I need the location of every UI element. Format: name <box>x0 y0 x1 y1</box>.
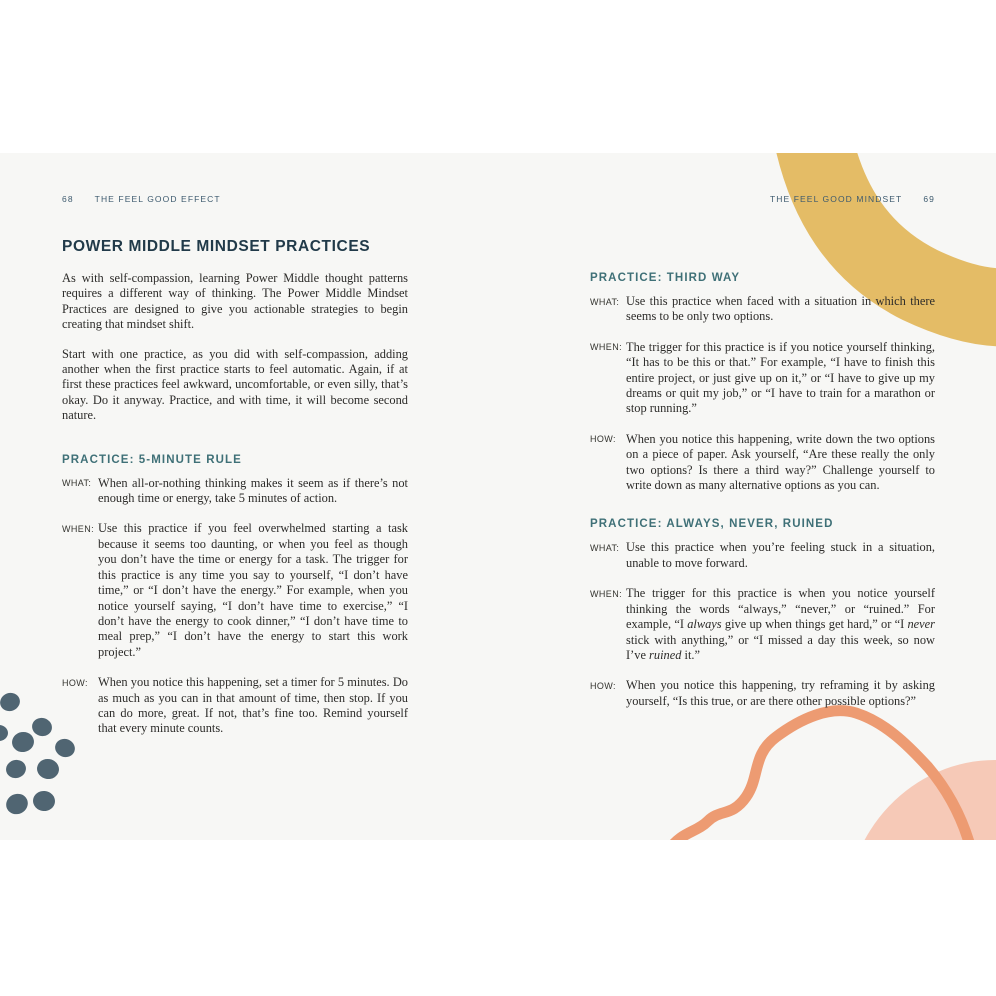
ink-dot <box>53 736 78 760</box>
running-title-left: THE FEEL GOOD EFFECT <box>94 194 221 204</box>
how-label: HOW: <box>62 677 88 688</box>
what-item <box>590 540 935 571</box>
page-number-left: 68 <box>62 194 74 204</box>
ink-dot <box>10 730 35 754</box>
when-label: WHEN: <box>590 342 622 353</box>
what-label: WHAT: <box>590 296 620 307</box>
what-text: Use this practice when faced with a situation in which there seems to be only two options. <box>626 294 935 324</box>
ink-dot <box>35 757 60 781</box>
what-text: Use this practice when you’re feeling stuck in a situation, unable to move forward. <box>626 540 935 570</box>
how-label: HOW: <box>590 680 616 691</box>
when-text: The trigger for this practice is when you notice yourself thinking the words “always,” “never,” or “ruined.” For example, “I always give up when things get hard,” or “I never stick with anything,” or “I missed a day this week, so now I’ve ruined it.” <box>626 586 935 662</box>
ink-dot <box>4 758 28 781</box>
when-label: WHEN: <box>590 588 622 599</box>
running-header-left <box>62 194 408 204</box>
when-text: Use this practice if you feel overwhelmed starting a task because it seems too daunting, or when you feel as though you don’t have the time or energy for a task. The trigger for this practice is any time you say to yourself, “I don’t have time,” or “I don’t have the energy.” For example, when you notice yourself saying, “I don’t have time to exercise,” “I don’t have the energy to cook dinner,” “I don’t have time to meal prep,” “I don’t have the energy to start this work project.” <box>98 521 408 659</box>
ink-dot <box>30 716 54 739</box>
how-item <box>62 675 408 737</box>
practice-heading-5-minute-rule: PRACTICE: 5-MINUTE RULE <box>62 453 242 466</box>
what-text: When all-or-nothing thinking makes it seem as if there’s not enough time or energy, take 5 minutes of action. <box>98 475 408 506</box>
ink-dot <box>32 790 56 812</box>
ink-dot <box>3 790 31 817</box>
what-label: WHAT: <box>590 542 620 553</box>
how-label: HOW: <box>590 434 616 445</box>
book-spread <box>0 153 996 840</box>
when-text: The trigger for this practice is if you notice yourself thinking, “It has to be this or that.” For example, “I have to finish this entire project, or just give up on it,” or “I have to give up my dreams or quit my job,” or “I have to train for a marathon or stop running.” <box>626 339 935 416</box>
page-right <box>590 153 935 709</box>
intro-paragraph-2: Start with one practice, as you did with self-compassion, adding another when the first practice starts to feel automatic. Again, if at first these practices feel awkward, uncomfortable, or even silly, that’s okay. Do it anyway. Practice, and with time, it will become second nature. <box>62 346 408 423</box>
when-item <box>590 340 935 417</box>
when-item <box>62 521 408 660</box>
what-item <box>62 476 408 507</box>
practice-heading-always-never-ruined: PRACTICE: ALWAYS, NEVER, RUINED <box>590 518 834 531</box>
page-left <box>62 153 408 737</box>
what-label: WHAT: <box>62 478 92 489</box>
when-label: WHEN: <box>62 523 94 534</box>
peach-blob <box>845 760 996 840</box>
running-header-right <box>590 194 935 204</box>
intro-paragraph-1: As with self-compassion, learning Power Middle thought patterns requires a different way of thinking. The Power Middle Mindset Practices are designed to give you actionable strategies to begin creating that mindset shift. <box>62 271 408 332</box>
practice-heading-third-way: PRACTICE: THIRD WAY <box>590 272 741 284</box>
section-title: POWER MIDDLE MINDSET PRACTICES <box>62 238 371 255</box>
page-number-right: 69 <box>923 194 935 204</box>
how-text: When you notice this happening, set a timer for 5 minutes. Do as much as you can in that amount of time, then stop. If you can do more, great. If not, that’s fine too. Remind yourself that every minute counts. <box>98 675 408 736</box>
how-text: When you notice this happening, write down the two options on a piece of paper. Ask yourself, “Are these really the only two options? Is there a third way?” Challenge yourself to write down as many alternative options as you can. <box>626 431 935 493</box>
how-item <box>590 432 935 494</box>
ink-dot <box>0 725 8 741</box>
when-item <box>590 586 935 663</box>
what-item <box>590 294 935 325</box>
how-text: When you notice this happening, try reframing it by asking yourself, “Is this true, or are there other possible options?” <box>626 678 935 708</box>
ink-dot <box>0 690 22 714</box>
running-title-right: THE FEEL GOOD MINDSET <box>769 194 903 204</box>
how-item <box>590 678 935 709</box>
